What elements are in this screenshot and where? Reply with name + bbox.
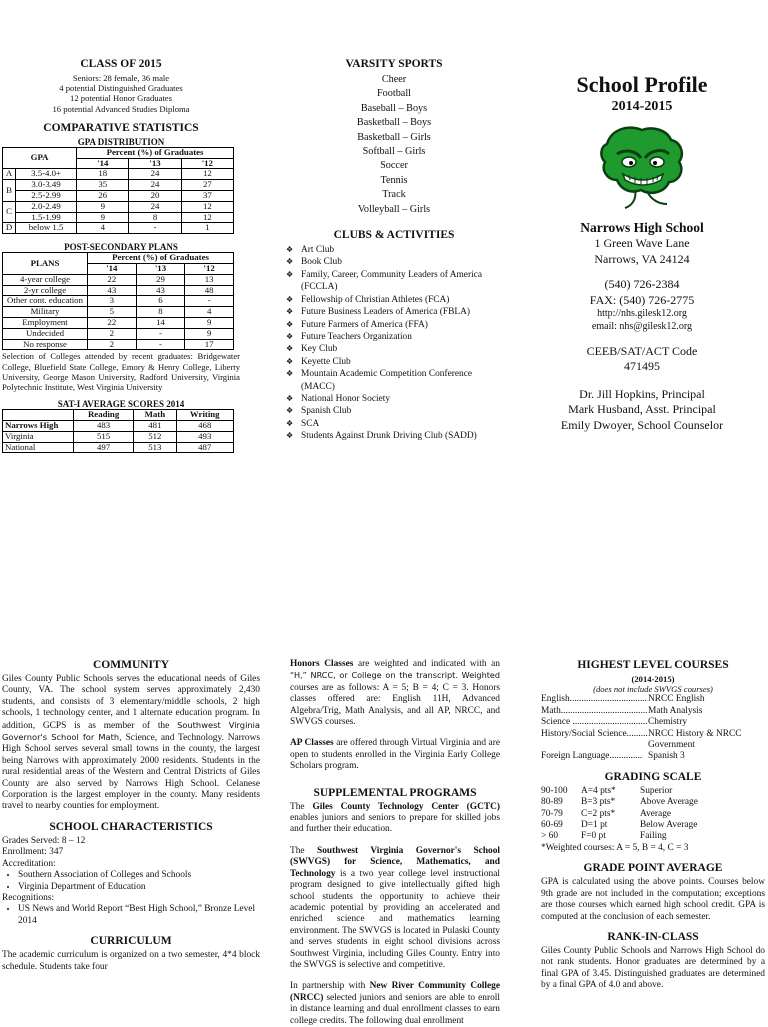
nrcc-pre: In partnership with: [290, 981, 370, 992]
swvgs-rest: is a two year college level instructional program designed to give intellectually gifted high school students the opportunity to achieve their academic potential by providing an accelerated and enriched science and mathematics learning environment. The SWVGS is located in Pulaski County and serves students in eight school divisions across Southwest Virginia, including Giles County. Entry into the SWVGS is selective and competitive.: [290, 868, 500, 970]
club-item: [284, 368, 504, 393]
club-item: [284, 418, 504, 430]
ceeb-label: CEEB/SAT/ACT Code: [586, 343, 698, 358]
swvgs-name: Southwest Virginia Governor's School (SWVGS) for Science, Mathematics, and Technology: [290, 845, 501, 879]
course-subject: English.................................: [541, 694, 647, 705]
club-item: [284, 343, 504, 355]
gctc-text: [290, 802, 500, 836]
year-header: '13: [129, 158, 181, 169]
club-item: [284, 405, 504, 417]
table-row: [3, 328, 234, 339]
gctc-name: Giles County Technology Center (GCTC): [312, 801, 500, 812]
honors-weighted: “H,” NRCC, or College on the transcript. Weighted: [290, 670, 500, 681]
blank-header: [3, 410, 74, 421]
club-name: Key Club: [301, 344, 338, 355]
diamond-bullet-icon: ❖: [286, 406, 294, 416]
ap-label: AP Classes: [290, 738, 334, 749]
comparative-heading: COMPARATIVE STATISTICS: [43, 121, 199, 134]
grades-served: Grades Served: 8 – 12: [2, 835, 86, 846]
accreditation-label: Accreditation:: [2, 858, 56, 869]
school-name: Narrows High School: [580, 220, 704, 235]
sat-heading: SAT-I AVERAGE SCORES 2014: [57, 399, 185, 410]
row-label: National: [3, 442, 74, 453]
nrcc-name: New River Community College (NRCC): [290, 981, 501, 1003]
cell: 497: [74, 442, 134, 453]
diamond-bullet-icon: ❖: [286, 257, 294, 267]
table-row: [3, 431, 234, 442]
cell: 22: [88, 274, 137, 285]
table-row: [3, 307, 234, 318]
club-name: Students Against Drunk Driving Club (SADD): [301, 431, 477, 442]
cell: 18: [77, 169, 129, 180]
plan-name: Employment: [3, 317, 88, 328]
course-subject: Science ................................: [541, 717, 648, 728]
grading-desc: Below Average: [640, 820, 698, 831]
grading-range: 60-69: [541, 820, 563, 831]
table-row: [3, 191, 234, 202]
row-label: Virginia: [3, 431, 74, 442]
grade-letter: C: [3, 201, 16, 223]
sport-item: Softball – Girls: [362, 146, 426, 158]
course-row: [541, 694, 765, 705]
cell: 483: [74, 420, 134, 431]
nrcc-text: [290, 981, 500, 1027]
grading-range: 70-79: [541, 808, 563, 819]
percent-header: Percent (%) of Graduates: [77, 147, 234, 158]
swvgs-text: [290, 846, 500, 971]
weighted-note: *Weighted courses: A = 5, B = 4, C = 3: [541, 842, 689, 853]
diamond-bullet-icon: ❖: [286, 307, 294, 317]
table-row: [3, 180, 234, 191]
cell: 48: [185, 285, 234, 296]
community-text: [2, 674, 260, 813]
highest-courses-heading: HIGHEST LEVEL COURSES: [577, 659, 729, 671]
cell: 43: [136, 285, 185, 296]
diamond-bullet-icon: ❖: [286, 431, 294, 441]
grade-letter: B: [3, 180, 16, 202]
grading-scale-heading: GRADING SCALE: [604, 770, 702, 783]
accreditation-list: [2, 870, 260, 893]
table-row: [3, 212, 234, 223]
club-item: [284, 430, 504, 442]
community-heading: COMMUNITY: [92, 659, 170, 671]
diamond-bullet-icon: ❖: [286, 331, 294, 341]
club-item: [284, 269, 504, 294]
course-subject: Foreign Language..............: [541, 751, 643, 762]
gpa-range: 3.5-4.0+: [16, 169, 77, 180]
club-item: [284, 356, 504, 368]
grading-row: [541, 820, 765, 831]
cell: 6: [136, 296, 185, 307]
honors-text-2: courses are as follows: A = 5; B = 4; C = 3. Honors classes offered are: English 11H, Advanced Algebra/Trig, Math Analysis, and all AP, NRCC, and SWVGS courses.: [290, 682, 500, 728]
cell: 43: [88, 285, 137, 296]
staff-counselor: Emily Dwoyer, School Counselor: [560, 417, 724, 432]
club-name: SCA: [301, 418, 320, 429]
gpa-range: 2.0-2.49: [16, 201, 77, 212]
staff-principal: Dr. Jill Hopkins, Principal: [579, 386, 705, 401]
cell: 12: [181, 201, 233, 212]
sat-header: Math: [134, 410, 176, 421]
left-top-column: [2, 58, 240, 453]
cell: 24: [129, 180, 181, 191]
club-item: [284, 331, 504, 343]
grading-desc: Failing: [640, 831, 667, 842]
club-item: [284, 393, 504, 405]
club-name: Future Teachers Organization: [301, 331, 412, 342]
year-header: '12: [181, 158, 233, 169]
cell: 37: [181, 191, 233, 202]
club-name: Future Business Leaders of America (FBLA): [301, 307, 470, 318]
club-name: Future Farmers of America (FFA): [301, 319, 428, 330]
row-label: Narrows High: [3, 420, 74, 431]
cell: 17: [185, 339, 234, 350]
course-subject: Math.....................................: [541, 705, 648, 716]
post-secondary-heading: POST-SECONDARY PLANS: [64, 242, 178, 253]
plan-name: Military: [3, 307, 88, 318]
course-subject: History/Social Science.........: [541, 728, 648, 739]
course-row: [541, 729, 765, 752]
ap-text: [290, 738, 500, 772]
plan-name: No response: [3, 339, 88, 350]
sport-item: Tennis: [380, 174, 408, 186]
fax-number: FAX: (540) 726-2775: [589, 292, 695, 307]
club-item: [284, 244, 504, 256]
club-item: [284, 306, 504, 318]
middle-bottom-column: [290, 659, 500, 1027]
rank-heading: RANK-IN-CLASS: [607, 930, 699, 943]
profile-title: School Profile: [576, 72, 708, 97]
cell: 26: [77, 191, 129, 202]
grading-row: [541, 786, 765, 797]
rank-text: Giles County Public Schools and Narrows High School do not rank students. Honor graduates are determined by a final GPA of 3.45. Distinguished graduates are determined by a final GPA of 4.0 and above.: [541, 945, 765, 991]
gpa-range: 3.0-3.49: [16, 180, 77, 191]
honors-text-1: are weighted and indicated with an: [353, 659, 500, 669]
gpa-header: GPA: [3, 147, 77, 169]
cell: 8: [129, 212, 181, 223]
sat-scores-table: [2, 409, 234, 453]
cell: 12: [181, 169, 233, 180]
list-item: • Southern Association of Colleges and Schools: [18, 870, 260, 881]
course-row: [541, 706, 765, 717]
club-item: [284, 256, 504, 268]
cell: 22: [88, 317, 137, 328]
table-row: [3, 169, 234, 180]
cell: 3: [88, 296, 137, 307]
cell: 513: [134, 442, 176, 453]
club-name: Mountain Academic Competition Conference (MACC): [301, 369, 473, 392]
address-line-2: Narrows, VA 24124: [594, 251, 690, 266]
cell: 512: [134, 431, 176, 442]
gpa-range: 2.5-2.99: [16, 191, 77, 202]
sport-item: Soccer: [380, 160, 408, 172]
sport-item: Volleyball – Girls: [357, 203, 431, 215]
cell: -: [129, 223, 181, 234]
grading-grade: B=3 pts*: [581, 797, 616, 808]
cell: 4: [77, 223, 129, 234]
list-item: • US News and World Report “Best High School,” Bronze Level 2014: [18, 904, 260, 927]
plan-name: 2-yr college: [3, 285, 88, 296]
cell: 12: [181, 212, 233, 223]
grading-grade: A=4 pts*: [581, 785, 616, 796]
sat-header: Writing: [176, 410, 233, 421]
diamond-bullet-icon: ❖: [286, 344, 294, 354]
grading-range: > 60: [541, 831, 559, 842]
gpa-distribution-table: [2, 147, 234, 234]
cell: 35: [77, 180, 129, 191]
grading-range: 80-89: [541, 797, 563, 808]
diamond-bullet-icon: ❖: [286, 369, 294, 379]
grading-scale-list: [541, 786, 765, 843]
table-row: [3, 223, 234, 234]
right-bottom-column: [541, 659, 765, 992]
cell: 24: [129, 169, 181, 180]
year-header: '13: [136, 263, 185, 274]
grading-grade: C=2 pts*: [581, 808, 616, 819]
cell: 2: [88, 339, 137, 350]
class-2015-line: 12 potential Honor Graduates: [70, 93, 172, 104]
club-name: Book Club: [301, 257, 342, 268]
sport-item: Track: [382, 189, 406, 201]
sport-item: Cheer: [381, 74, 407, 85]
cell: 5: [88, 307, 137, 318]
class-2015-line: 16 potential Advanced Studies Diploma: [52, 103, 190, 114]
year-header: '14: [88, 263, 137, 274]
course-name: Math Analysis: [648, 705, 703, 716]
middle-top-column: [284, 58, 504, 443]
clubs-heading: CLUBS & ACTIVITIES: [333, 229, 455, 242]
gpa-distribution-heading: GPA DISTRIBUTION: [77, 136, 165, 147]
curriculum-heading: CURRICULUM: [90, 935, 172, 948]
cell: 515: [74, 431, 134, 442]
club-name: Family, Career, Community Leaders of America (FCCLA): [301, 269, 482, 293]
plan-name: Undecided: [3, 328, 88, 339]
plan-name: 4-year college: [3, 274, 88, 285]
list-item: • Virginia Department of Education: [18, 882, 260, 893]
diamond-bullet-icon: ❖: [286, 356, 294, 366]
colleges-attended-text: Selection of Colleges attended by recent graduates: Bridgewater College, Bluefield State College, Emory & Henry College, Liberty University, George Mason University, Radford University, Virginia Polytechnic Institute, West Virginia University: [2, 351, 240, 392]
cell: 29: [136, 274, 185, 285]
nrcc-rest: selected juniors and seniors are able to enroll in distance learning and dual enrollment classes to earn college credits. The following dual enrollment: [290, 992, 500, 1026]
sport-item: Basketball – Girls: [357, 131, 431, 143]
cell: -: [136, 339, 185, 350]
grading-grade: D=1 pt: [581, 820, 608, 831]
varsity-sports-heading: VARSITY SPORTS: [345, 58, 443, 70]
gctc-rest: enables juniors and seniors to prepare for skilled jobs and further their education.: [290, 813, 500, 835]
course-row: [541, 751, 765, 762]
cell: 2: [88, 328, 137, 339]
swvgs-pre: The: [290, 845, 317, 856]
year-header: '14: [77, 158, 129, 169]
community-p1: Giles County Public Schools serves the educational needs of Giles County, VA. The school system serves approximately 2,430 students, and consists of 3 elementary/middle schools, 2 high schools, 1 technology center, and 1 alternate education program. In addition, GCPS is as member of the: [2, 674, 260, 731]
plan-name: Other cont. education: [3, 296, 88, 307]
club-name: Fellowship of Christian Athletes (FCA): [301, 294, 450, 305]
club-name: Keyette Club: [301, 356, 351, 367]
percent-header: Percent (%) of Graduates: [88, 253, 234, 264]
grading-desc: Average: [640, 808, 672, 819]
cell: 481: [134, 420, 176, 431]
diamond-bullet-icon: ❖: [286, 418, 294, 428]
plans-header: PLANS: [3, 253, 88, 275]
profile-column: [536, 72, 748, 434]
grading-row: [541, 809, 765, 820]
course-row: [541, 717, 765, 728]
supplemental-heading: SUPPLEMENTAL PROGRAMS: [313, 786, 477, 799]
grading-grade: F=0 pt: [581, 831, 606, 842]
staff-asst-principal: Mark Husband, Asst. Principal: [568, 402, 716, 417]
profile-year: 2014-2015: [611, 99, 673, 114]
community-governors-school: Southwest Virginia Governor's School for Math,: [2, 719, 261, 743]
cell: 9: [77, 201, 129, 212]
cell: 27: [181, 180, 233, 191]
cell: 20: [129, 191, 181, 202]
gctc-pre: The: [290, 801, 313, 812]
grading-desc: Above Average: [640, 797, 698, 808]
sports-list: [284, 73, 504, 217]
table-row: [3, 285, 234, 296]
cell: 13: [185, 274, 234, 285]
recognitions-label: Recognitions:: [2, 892, 55, 903]
cell: -: [136, 328, 185, 339]
address-line-1: 1 Green Wave Lane: [594, 236, 690, 250]
course-name: Chemistry: [648, 717, 688, 728]
table-row: [3, 317, 234, 328]
grade-letter: D: [3, 223, 16, 234]
class-2015-line: Seniors: 28 female, 36 male: [72, 73, 170, 83]
class-2015-heading: CLASS OF 2015: [80, 58, 162, 70]
cell: 24: [129, 201, 181, 212]
characteristics-heading: SCHOOL CHARACTERISTICS: [49, 820, 213, 833]
ceeb-code: 471495: [624, 359, 660, 374]
sport-item: Baseball – Boys: [360, 102, 428, 114]
gpa-heading: GRADE POINT AVERAGE: [583, 862, 723, 875]
honors-label: Honors Classes: [290, 659, 354, 669]
post-secondary-table: [2, 252, 234, 350]
honors-text: [290, 659, 500, 728]
left-bottom-column: [2, 659, 260, 973]
gpa-text: GPA is calculated using the above points. Courses below 9th grade are not included in the computation; exceptions are those courses which earned high school credit. GPA is computed at the conclusion of each semester.: [541, 877, 765, 922]
grade-letter: A: [3, 169, 16, 180]
year-header: '12: [185, 263, 234, 274]
diamond-bullet-icon: ❖: [286, 294, 294, 304]
curriculum-text: The academic curriculum is organized on a two semester, 4*4 block schedule. Students take four: [2, 950, 260, 972]
cell: 1: [181, 223, 233, 234]
table-row: [3, 296, 234, 307]
cell: 9: [185, 317, 234, 328]
diamond-bullet-icon: ❖: [286, 319, 294, 329]
cell: 493: [176, 431, 233, 442]
enrollment: Enrollment: 347: [2, 847, 64, 858]
phone-number: (540) 726-2384: [604, 277, 680, 292]
website-link[interactable]: http://nhs.gilesk12.org: [597, 308, 687, 320]
green-wave-mascot-icon: [536, 124, 748, 214]
club-name: Spanish Club: [301, 406, 352, 417]
recognitions-list: [2, 904, 260, 927]
clubs-list: [284, 244, 504, 443]
cell: 9: [77, 212, 129, 223]
table-row: [3, 339, 234, 350]
grading-row: [541, 797, 765, 808]
gpa-range: below 1.5: [16, 223, 77, 234]
sport-item: Basketball – Boys: [356, 117, 432, 129]
club-name: National Honor Society: [301, 393, 391, 404]
sport-item: Football: [377, 88, 411, 100]
table-row: [3, 274, 234, 285]
club-item: [284, 319, 504, 331]
sat-header: Reading: [74, 410, 134, 421]
club-item: [284, 294, 504, 306]
highest-courses-year: (2014-2015): [631, 674, 675, 684]
cell: 14: [136, 317, 185, 328]
ap-description: are offered through Virtual Virginia and are open to students enrolled in the Virginia Early College Scholars program.: [290, 738, 500, 772]
grading-desc: Superior: [640, 785, 673, 796]
gpa-range: 1.5-1.99: [16, 212, 77, 223]
grading-range: 90-100: [541, 785, 568, 796]
cell: 8: [136, 307, 185, 318]
table-row: [3, 420, 234, 431]
table-row: [3, 201, 234, 212]
course-name: NRCC History & NRCC Government: [648, 728, 742, 751]
course-name: Spanish 3: [648, 751, 685, 762]
community-p1-rest: Science, and Technology. Narrows High School serves several small towns in the county, the largest being Narrows with approximately 2000 residents. Students in the rural residential areas of the Western and Central Districts of Giles County are also served by Narrows High School. Celanese Corporation is the largest employer in the county. Many residents travel to nearby counties for employment.: [2, 733, 261, 812]
class-2015-line: 4 potential Distinguished Graduates: [59, 83, 183, 94]
cell: 468: [176, 420, 233, 431]
diamond-bullet-icon: ❖: [286, 269, 294, 279]
diamond-bullet-icon: ❖: [286, 393, 294, 403]
cell: 487: [176, 442, 233, 453]
course-name: NRCC English: [648, 694, 705, 705]
table-row: [3, 442, 234, 453]
email-link[interactable]: email: nhs@gilesk12.org: [591, 320, 693, 332]
cell: 4: [185, 307, 234, 318]
cell: -: [185, 296, 234, 307]
grading-row: [541, 831, 765, 842]
club-name: Art Club: [301, 245, 335, 256]
diamond-bullet-icon: ❖: [286, 245, 294, 255]
cell: 9: [185, 328, 234, 339]
highest-courses-note: (does not include SWVGS courses): [593, 684, 713, 695]
